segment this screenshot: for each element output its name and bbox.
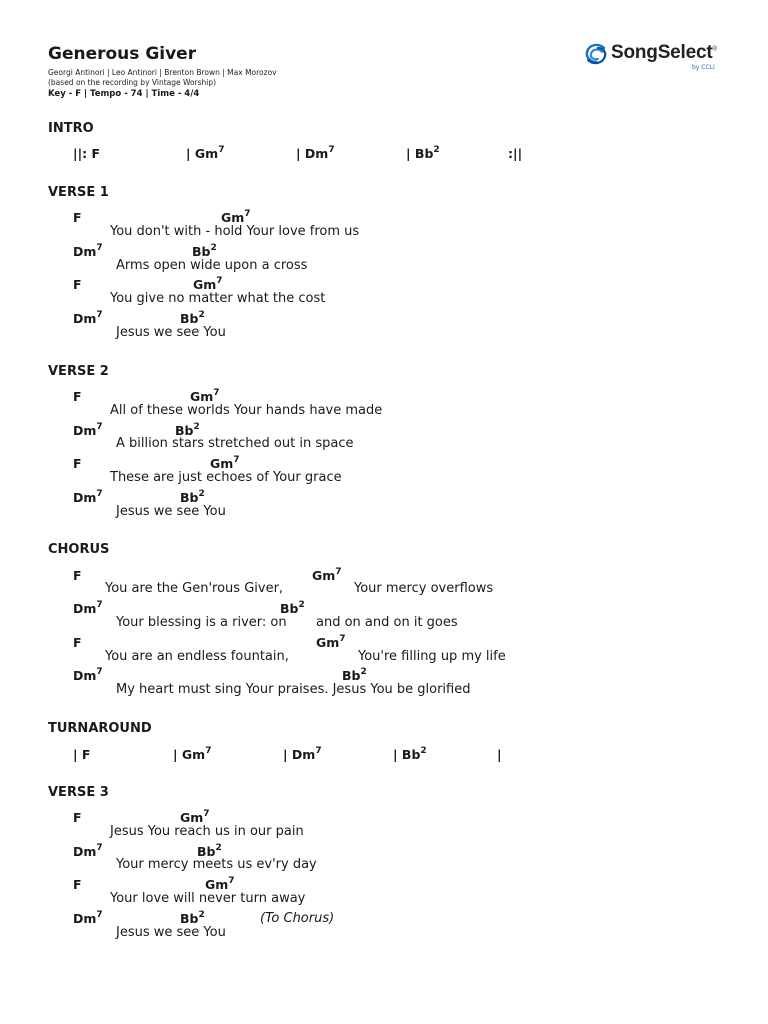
turnaround-bar-end: | <box>497 747 502 762</box>
lyric-line: You are an endless fountain, <box>105 649 289 664</box>
chord: F <box>73 568 82 583</box>
chord: Dm$^7$ <box>73 243 103 260</box>
chord: Dm$^7$ <box>73 310 103 327</box>
lyric-line: Your mercy overflows <box>354 581 494 596</box>
chord: Dm$^7$ <box>73 422 103 439</box>
chord: Gm$^7$ <box>210 455 240 472</box>
song-recording: (based on the recording by Vintage Worship) <box>48 78 217 87</box>
chord: F <box>73 877 82 892</box>
turnaround-chord-f: | F <box>73 747 91 762</box>
lyric-line: My heart must sing Your praises. Jesus You be glorified <box>116 682 471 697</box>
lyric-line: Jesus we see You <box>116 504 226 519</box>
chord: F <box>73 456 82 471</box>
lyric-line: Your mercy meets us ev'ry day <box>116 857 317 872</box>
lyric-line: Arms open wide upon a cross <box>116 258 308 273</box>
chord: Gm$^7$ <box>180 809 210 826</box>
chord: F <box>73 810 82 825</box>
song-authors: Georgi Antinori | Leo Antinori | Brenton Brown | Max Morozov <box>48 68 277 77</box>
chord: Gm$^7$ <box>312 567 342 584</box>
chord: Dm$^7$ <box>73 600 103 617</box>
lyric-line: Jesus we see You <box>116 325 226 340</box>
to-chorus-note: (To Chorus) <box>260 911 335 926</box>
chord: F <box>73 210 82 225</box>
chord: F <box>73 277 82 292</box>
chord: Gm$^7$ <box>190 388 220 405</box>
logo-name: SongSelect® <box>611 42 717 63</box>
chord: Bb$^2$ <box>180 910 205 927</box>
section-title-verse3: VERSE 3 <box>48 785 109 800</box>
lyric-line: You're filling up my life <box>358 649 506 664</box>
chord: Bb$^2$ <box>342 667 367 684</box>
lyric-line: Your blessing is a river: on <box>116 615 287 630</box>
intro-repeat-end: :|| <box>508 146 523 161</box>
chord: Bb$^2$ <box>180 489 205 506</box>
chord: Gm$^7$ <box>193 276 223 293</box>
chord: Dm$^7$ <box>73 489 103 506</box>
section-title-chorus: CHORUS <box>48 542 110 557</box>
lyric-line: Your love will never turn away <box>110 891 306 906</box>
lyric-line: Jesus You reach us in our pain <box>110 824 304 839</box>
intro-chord-bb2: | Bb$^2$ <box>406 145 440 162</box>
intro-repeat-start: ||: F <box>73 146 101 161</box>
chord: Dm$^7$ <box>73 910 103 927</box>
lyric-line: These are just echoes of Your grace <box>110 470 342 485</box>
song-title: Generous Giver <box>48 44 197 64</box>
chord: Bb$^2$ <box>192 243 217 260</box>
turnaround-chord-dm7: | Dm$^7$ <box>283 746 322 763</box>
section-title-turnaround: TURNAROUND <box>48 721 152 736</box>
chord: Gm$^7$ <box>316 634 346 651</box>
songselect-swirl-icon <box>584 42 608 66</box>
chord: Gm$^7$ <box>221 209 251 226</box>
chord: F <box>73 635 82 650</box>
turnaround-chord-gm7: | Gm$^7$ <box>173 746 212 763</box>
chord: Dm$^7$ <box>73 667 103 684</box>
chord: Bb$^2$ <box>175 422 200 439</box>
chord: F <box>73 389 82 404</box>
intro-chord-gm7: | Gm$^7$ <box>186 145 225 162</box>
lyric-line: You don't with - hold Your love from us <box>110 224 360 239</box>
chord: Bb$^2$ <box>180 310 205 327</box>
lyric-line: You give no matter what the cost <box>110 291 326 306</box>
section-title-verse1: VERSE 1 <box>48 185 109 200</box>
chord: Bb$^2$ <box>197 843 222 860</box>
lyric-line: You are the Gen'rous Giver, <box>105 581 284 596</box>
lyric-line: A billion stars stretched out in space <box>116 436 354 451</box>
chord: Gm$^7$ <box>205 876 235 893</box>
chord: Bb$^2$ <box>280 600 305 617</box>
lyric-line: All of these worlds Your hands have made <box>110 403 383 418</box>
logo-sub: by CCLI <box>692 64 715 71</box>
song-info: Key - F | Tempo - 74 | Time - 4/4 <box>48 89 200 99</box>
section-title-intro: INTRO <box>48 121 94 136</box>
turnaround-chord-bb2: | Bb$^2$ <box>393 746 427 763</box>
lyric-line: Jesus we see You <box>116 925 226 940</box>
chord: Dm$^7$ <box>73 843 103 860</box>
lyric-line: and on and on it goes <box>316 615 458 630</box>
intro-chord-dm7: | Dm$^7$ <box>296 145 335 162</box>
section-title-verse2: VERSE 2 <box>48 364 109 379</box>
